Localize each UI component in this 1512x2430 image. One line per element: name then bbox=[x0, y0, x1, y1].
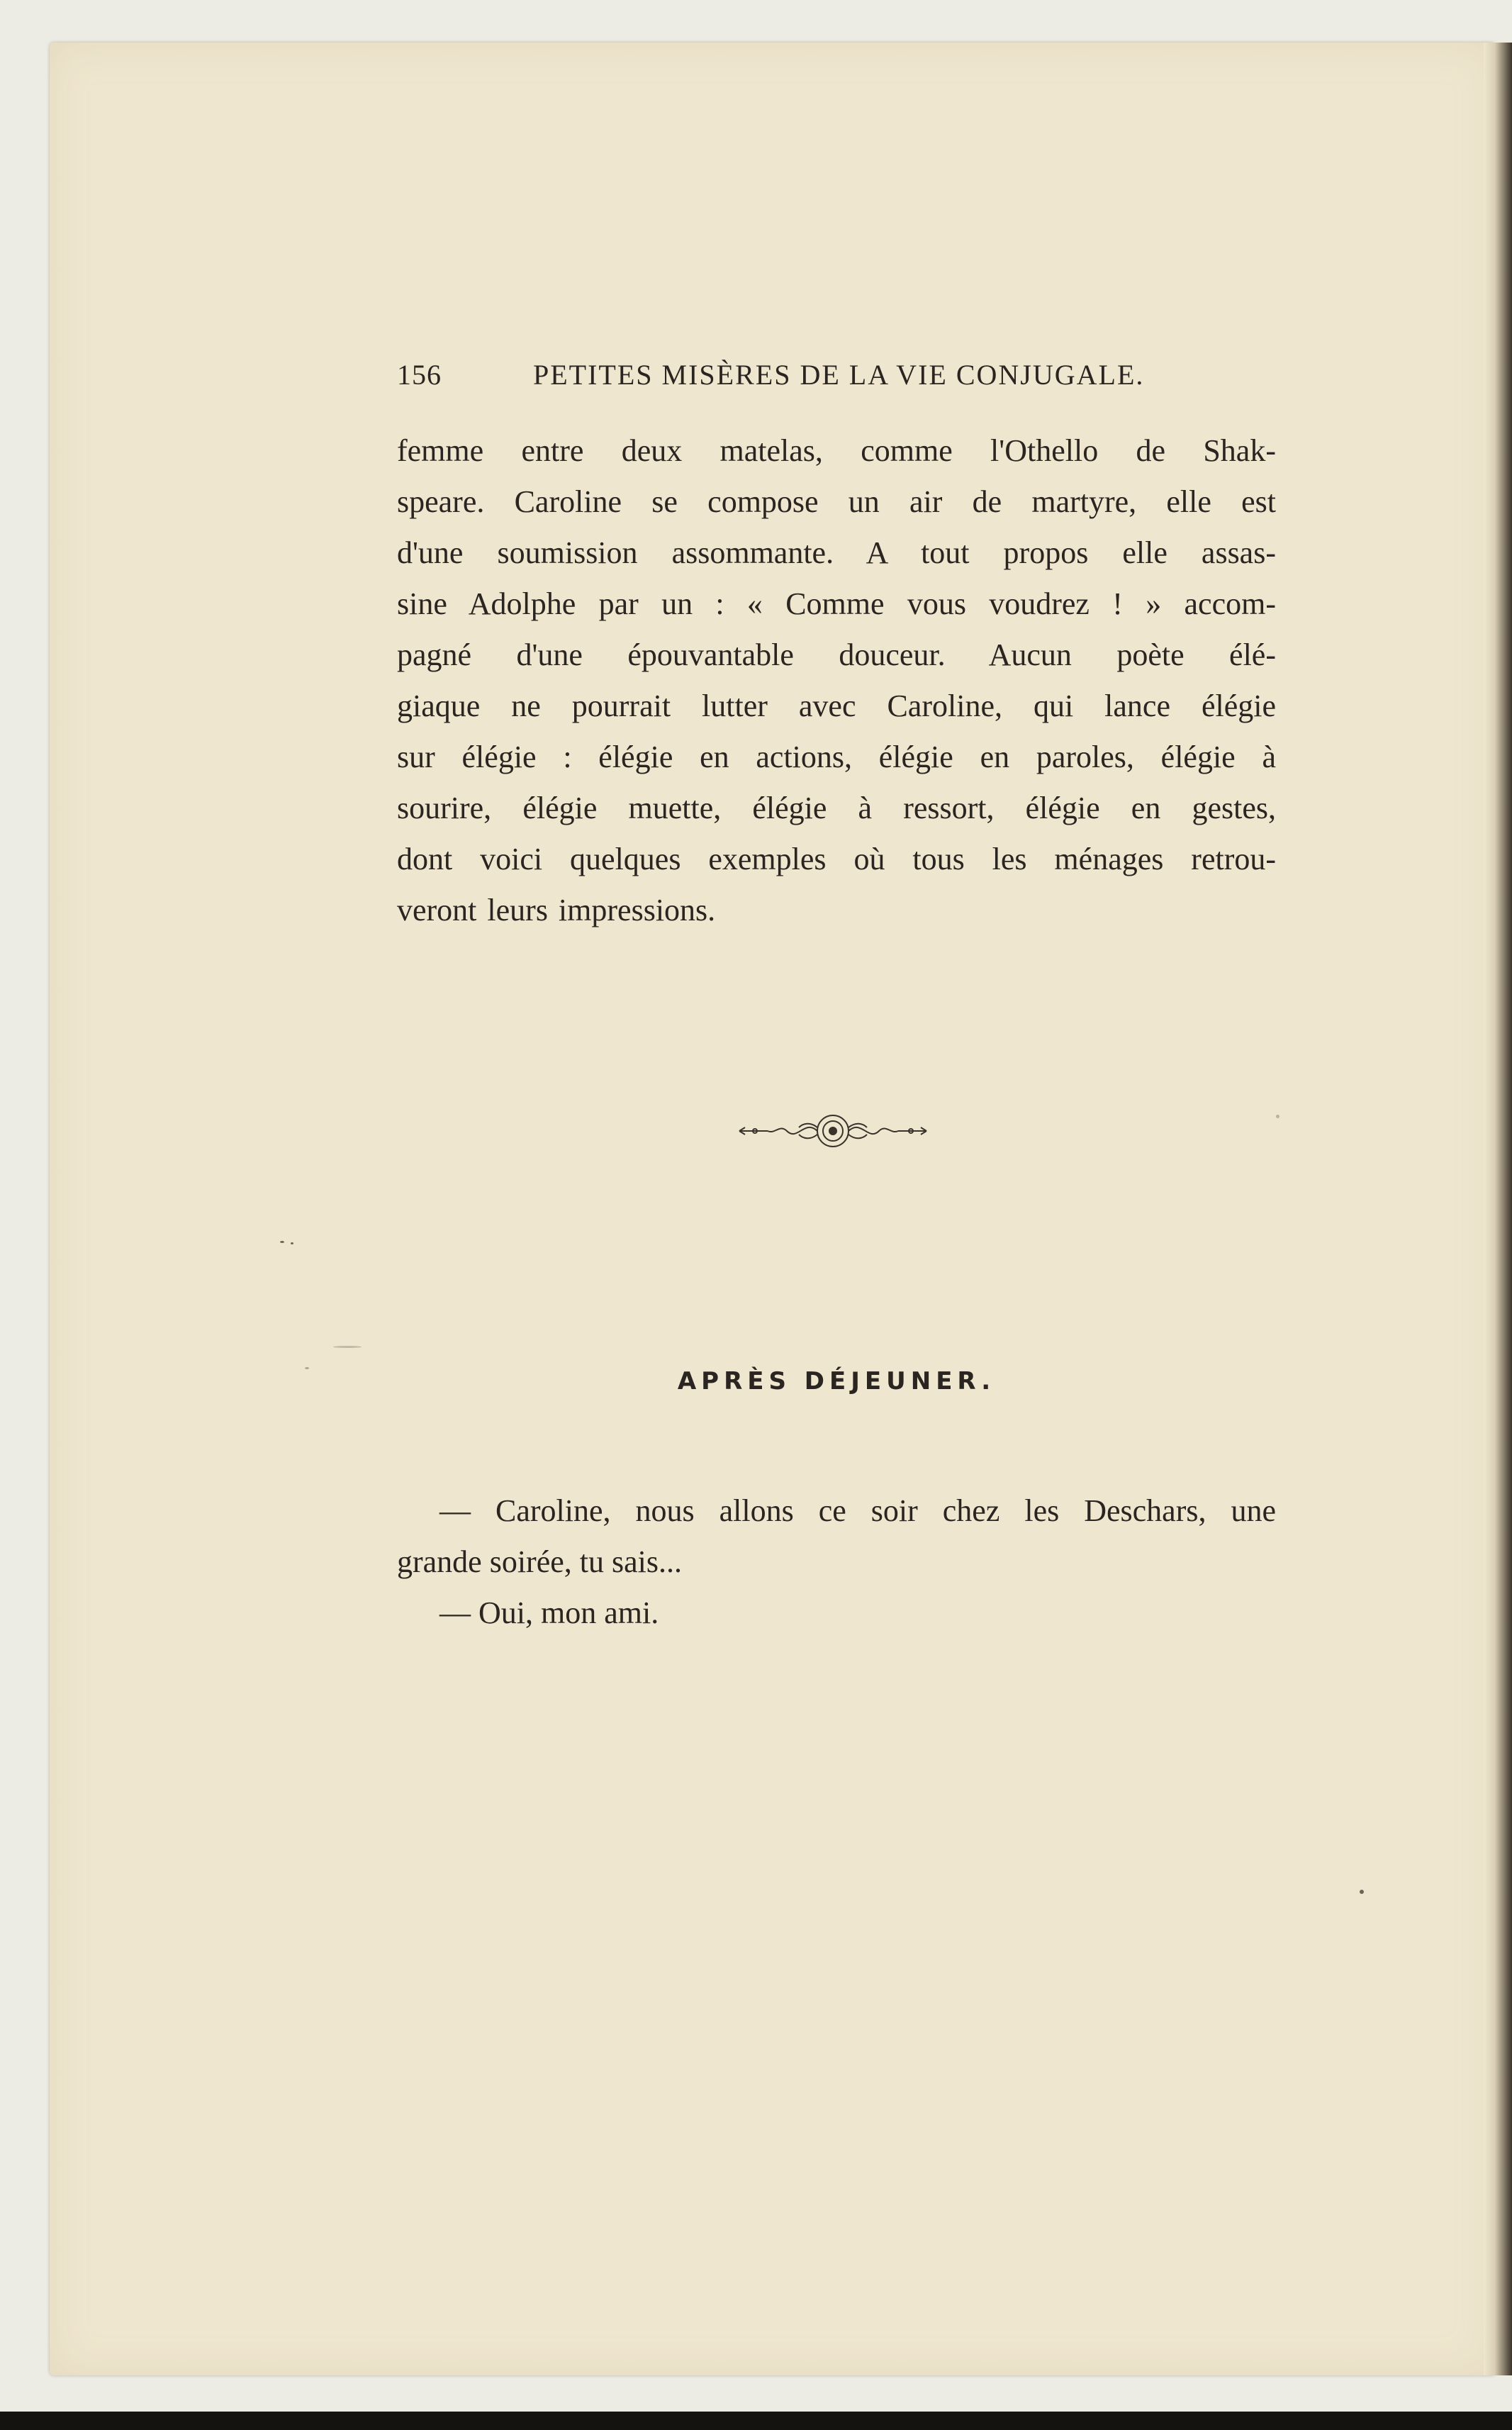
text-line: pagné d'une épouvantable douceur. Aucun poète élé- bbox=[397, 637, 1276, 672]
text-line: giaque ne pourrait lutter avec Caroline, qui lance élégie bbox=[397, 689, 1276, 723]
dialogue-line: — Caroline, nous allons ce soir chez les Deschars, une bbox=[439, 1493, 1276, 1528]
page-edge-shadow bbox=[1484, 43, 1512, 2375]
text-line: sine Adolphe par un : « Comme vous voudrez ! » accom- bbox=[397, 586, 1276, 621]
text-line: femme entre deux matelas, comme l'Othello de Shak- bbox=[397, 433, 1276, 468]
body-paragraph bbox=[397, 425, 1276, 936]
text-line: dont voici quelques exemples où tous les ménages retrou- bbox=[397, 842, 1276, 876]
dialogue-block bbox=[397, 1486, 1276, 1639]
running-title: PETITES MISÈRES DE LA VIE CONJUGALE. bbox=[533, 359, 1145, 391]
dialogue-line: grande soirée, tu sais... bbox=[397, 1544, 682, 1579]
page-number: 156 bbox=[397, 359, 442, 391]
ink-speck bbox=[291, 1242, 293, 1244]
text-line: d'une soumission assommante. A tout propos elle assas- bbox=[397, 535, 1276, 570]
ink-speck bbox=[305, 1367, 309, 1369]
ink-speck bbox=[1360, 1890, 1364, 1894]
text-line: veront leurs impressions. bbox=[397, 893, 716, 927]
ink-speck bbox=[280, 1241, 284, 1243]
ink-speck bbox=[333, 1346, 362, 1348]
section-title: APRÈS DÉJEUNER. bbox=[677, 1367, 996, 1395]
running-head bbox=[397, 358, 1276, 408]
ink-speck bbox=[1276, 1115, 1279, 1118]
text-line: speare. Caroline se compose un air de martyre, elle est bbox=[397, 484, 1276, 519]
fleuron-icon bbox=[734, 1106, 932, 1156]
scanner-bottom-edge bbox=[0, 2412, 1512, 2430]
text-line: sourire, élégie muette, élégie à ressort, élégie en gestes, bbox=[397, 791, 1276, 825]
text-line: sur élégie : élégie en actions, élégie en paroles, élégie à bbox=[397, 740, 1276, 774]
dialogue-line: — Oui, mon ami. bbox=[439, 1595, 659, 1630]
